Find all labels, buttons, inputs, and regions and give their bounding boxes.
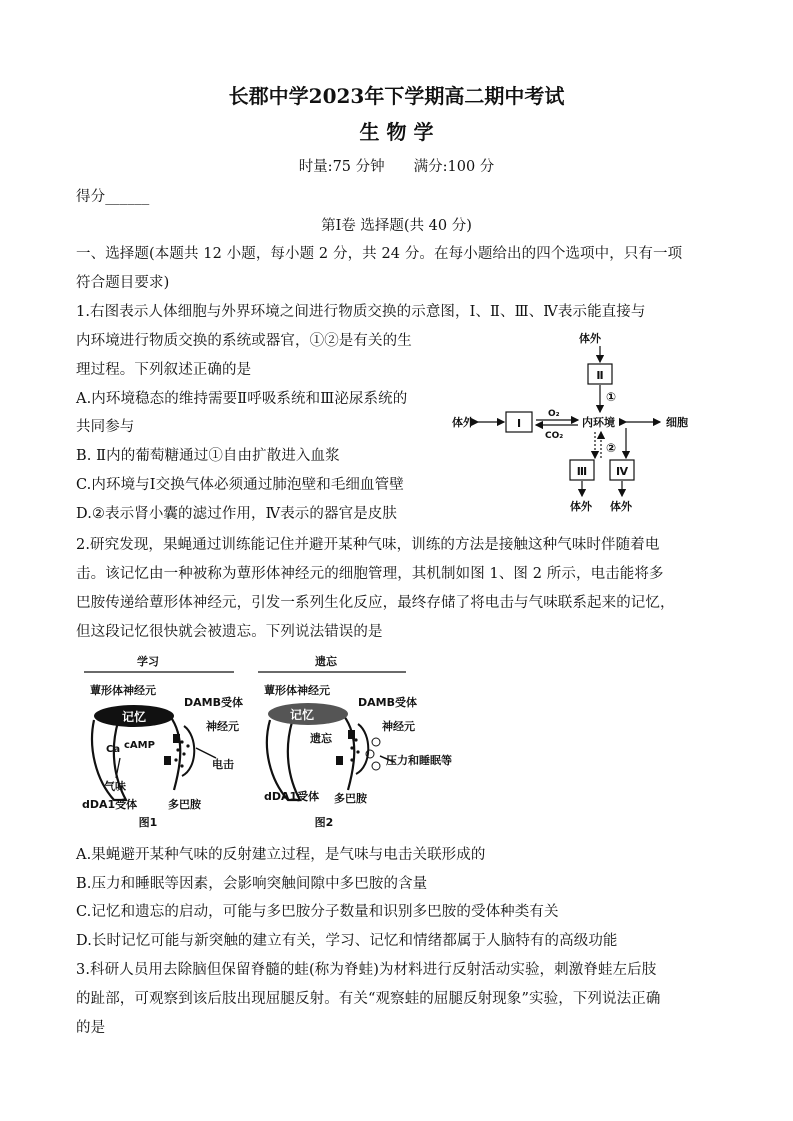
fig2-neuron-right-wall [344,716,354,790]
fig2-dda1-label: dDA1受体 [264,790,320,803]
fig2-heading: 遗忘 [315,655,337,668]
outside-bottom-right-label: 体外 [610,500,632,513]
q2-stem-line-4: 但这段记忆很快就会被遗忘。下列说法错误的是 [76,624,383,640]
cell-label: 细胞 [666,416,688,429]
fig2-presynaptic [356,724,368,774]
fig2-damb-receptor [348,730,355,739]
instruction-line-1: 一、选择题(本题共 12 小题，每小题 2 分，共 24 分。在每小题给出的四个选项中，只有一项 [76,246,683,262]
process-2-label: ② [606,441,617,455]
q2-option-c: C.记忆和遗忘的启动，可能与多巴胺分子数量和识别多巴胺的受体种类有关 [76,904,559,920]
figure-1-learning [74,650,254,830]
q1-option-c: C.内环境与Ⅰ交换气体必须通过肺泡壁和毛细血管壁 [76,477,404,493]
co2-label: CO₂ [545,431,564,441]
outside-left-label: 体外 [452,416,474,429]
q1-stem-line-1: 1.右图表示人体细胞与外界环境之间进行物质交换的示意图，Ⅰ、Ⅱ、Ⅲ、Ⅳ表示能直接与 [76,304,646,320]
q1-option-a-line-1: A.内环境稳态的维持需要Ⅱ呼吸系统和Ⅲ泌尿系统的 [76,391,408,407]
o2-label: O₂ [548,409,560,419]
box-i-label: Ⅰ [516,417,522,430]
fig2-dopamine-label: 多巴胺 [334,792,367,805]
q1-exchange-diagram [448,328,718,518]
figure-2-forgetting [256,650,486,830]
exam-title: 长郡中学2023年下学期高二期中考试 [228,84,565,108]
fig1-presynaptic [182,726,194,776]
fig1-shock-label: 电击 [212,758,234,771]
q2-option-d: D.长时记忆可能与新突触的建立有关，学习、记忆和情绪都属于人脑特有的高级功能 [76,933,618,949]
instruction-line-2: 符合题目要求) [76,275,170,291]
fig2-forget-label: 遗忘 [310,732,332,745]
fig1-dda1-label: dDA1受体 [82,798,138,811]
outside-top-label: 体外 [579,332,601,345]
q2-option-a: A.果蝇避开某种气味的反射建立过程，是气味与电击关联形成的 [76,847,486,863]
fig1-dda1-receptor [164,756,171,765]
subject-title: 生 物 学 [359,120,434,144]
env-label: 内环境 [582,416,615,429]
fig1-neuron-label: 蕈形体神经元 [90,684,156,697]
outside-bottom-left-label: 体外 [570,500,592,513]
q1-option-d: D.②表示肾小囊的滤过作用，Ⅳ表示的器官是皮肤 [76,506,398,522]
fig1-damb-receptor [173,734,180,743]
q1-stem-line-2: 内环境进行物质交换的系统或器官，①②是有关的生 [76,333,412,349]
fig2-stress-label: 压力和睡眠等 [386,754,452,767]
fig2-nerve-label: 神经元 [382,720,415,733]
score-field: 得分______ [76,189,150,205]
fig2-memory-label: 记忆 [289,708,315,722]
time-info: 时量:75 分钟 满分:100 分 [298,159,495,175]
q1-stem-line-3: 理过程。下列叙述正确的是 [76,362,252,378]
box-ii-label: Ⅱ [596,369,604,382]
fig1-damb-label: DAMB受体 [184,696,243,709]
fig2-caption: 图2 [314,816,334,829]
q1-option-a-line-2: 共同参与 [76,419,135,435]
fig2-neuron-label: 蕈形体神经元 [264,684,330,697]
fig1-heading: 学习 [137,655,159,668]
box-iii-label: Ⅲ [576,465,588,478]
fig1-memory-label: 记忆 [121,710,147,724]
fig1-neuron-right-wall [170,716,180,790]
process-1-label: ① [606,390,617,404]
q3-stem-line-3: 的是 [76,1020,106,1036]
fig1-caption: 图1 [138,816,158,829]
box-iv-label: Ⅳ [615,465,629,478]
fig2-neuron-left-wall [267,720,300,800]
section-heading: 第Ⅰ卷 选择题(共 40 分) [321,218,472,234]
fig1-dopamine-label: 多巴胺 [168,798,201,811]
fig1-ca-label: Ca [106,744,121,755]
q2-stem-line-1: 2.研究发现，果蝇通过训练能记住并避开某种气味，训练的方法是接触这种气味时伴随着电 [76,537,660,553]
q2-stem-line-2: 击。该记忆由一种被称为蕈形体神经元的细胞管理，其机制如图 1、图 2 所示，电击能将多 [76,566,664,582]
fig1-nerve-label: 神经元 [206,720,239,733]
q3-stem-line-2: 的趾部，可观察到该后肢出现屈腿反射。有关“观察蛙的屈腿反射现象”实验，下列说法正确 [76,991,661,1007]
fig2-damb-label: DAMB受体 [358,696,417,709]
q2-option-b: B.压力和睡眠等因素，会影响突触间隙中多巴胺的含量 [76,876,428,892]
q1-option-b: B. Ⅱ内的葡萄糖通过①自由扩散进入血浆 [76,448,340,464]
fig1-odor-label: 气味 [104,780,126,793]
q2-stem-line-3: 巴胺传递给蕈形体神经元，引发一系列生化反应，最终存储了将电击与气味联系起来的记忆， [76,595,675,611]
fig1-camp-label: cAMP [124,740,155,751]
fig2-dda1-receptor [336,756,343,765]
q3-stem-line-1: 3.科研人员用去除脑但保留脊髓的蛙(称为脊蛙)为材料进行反射活动实验，刺激脊蛙左后肢 [76,962,657,978]
